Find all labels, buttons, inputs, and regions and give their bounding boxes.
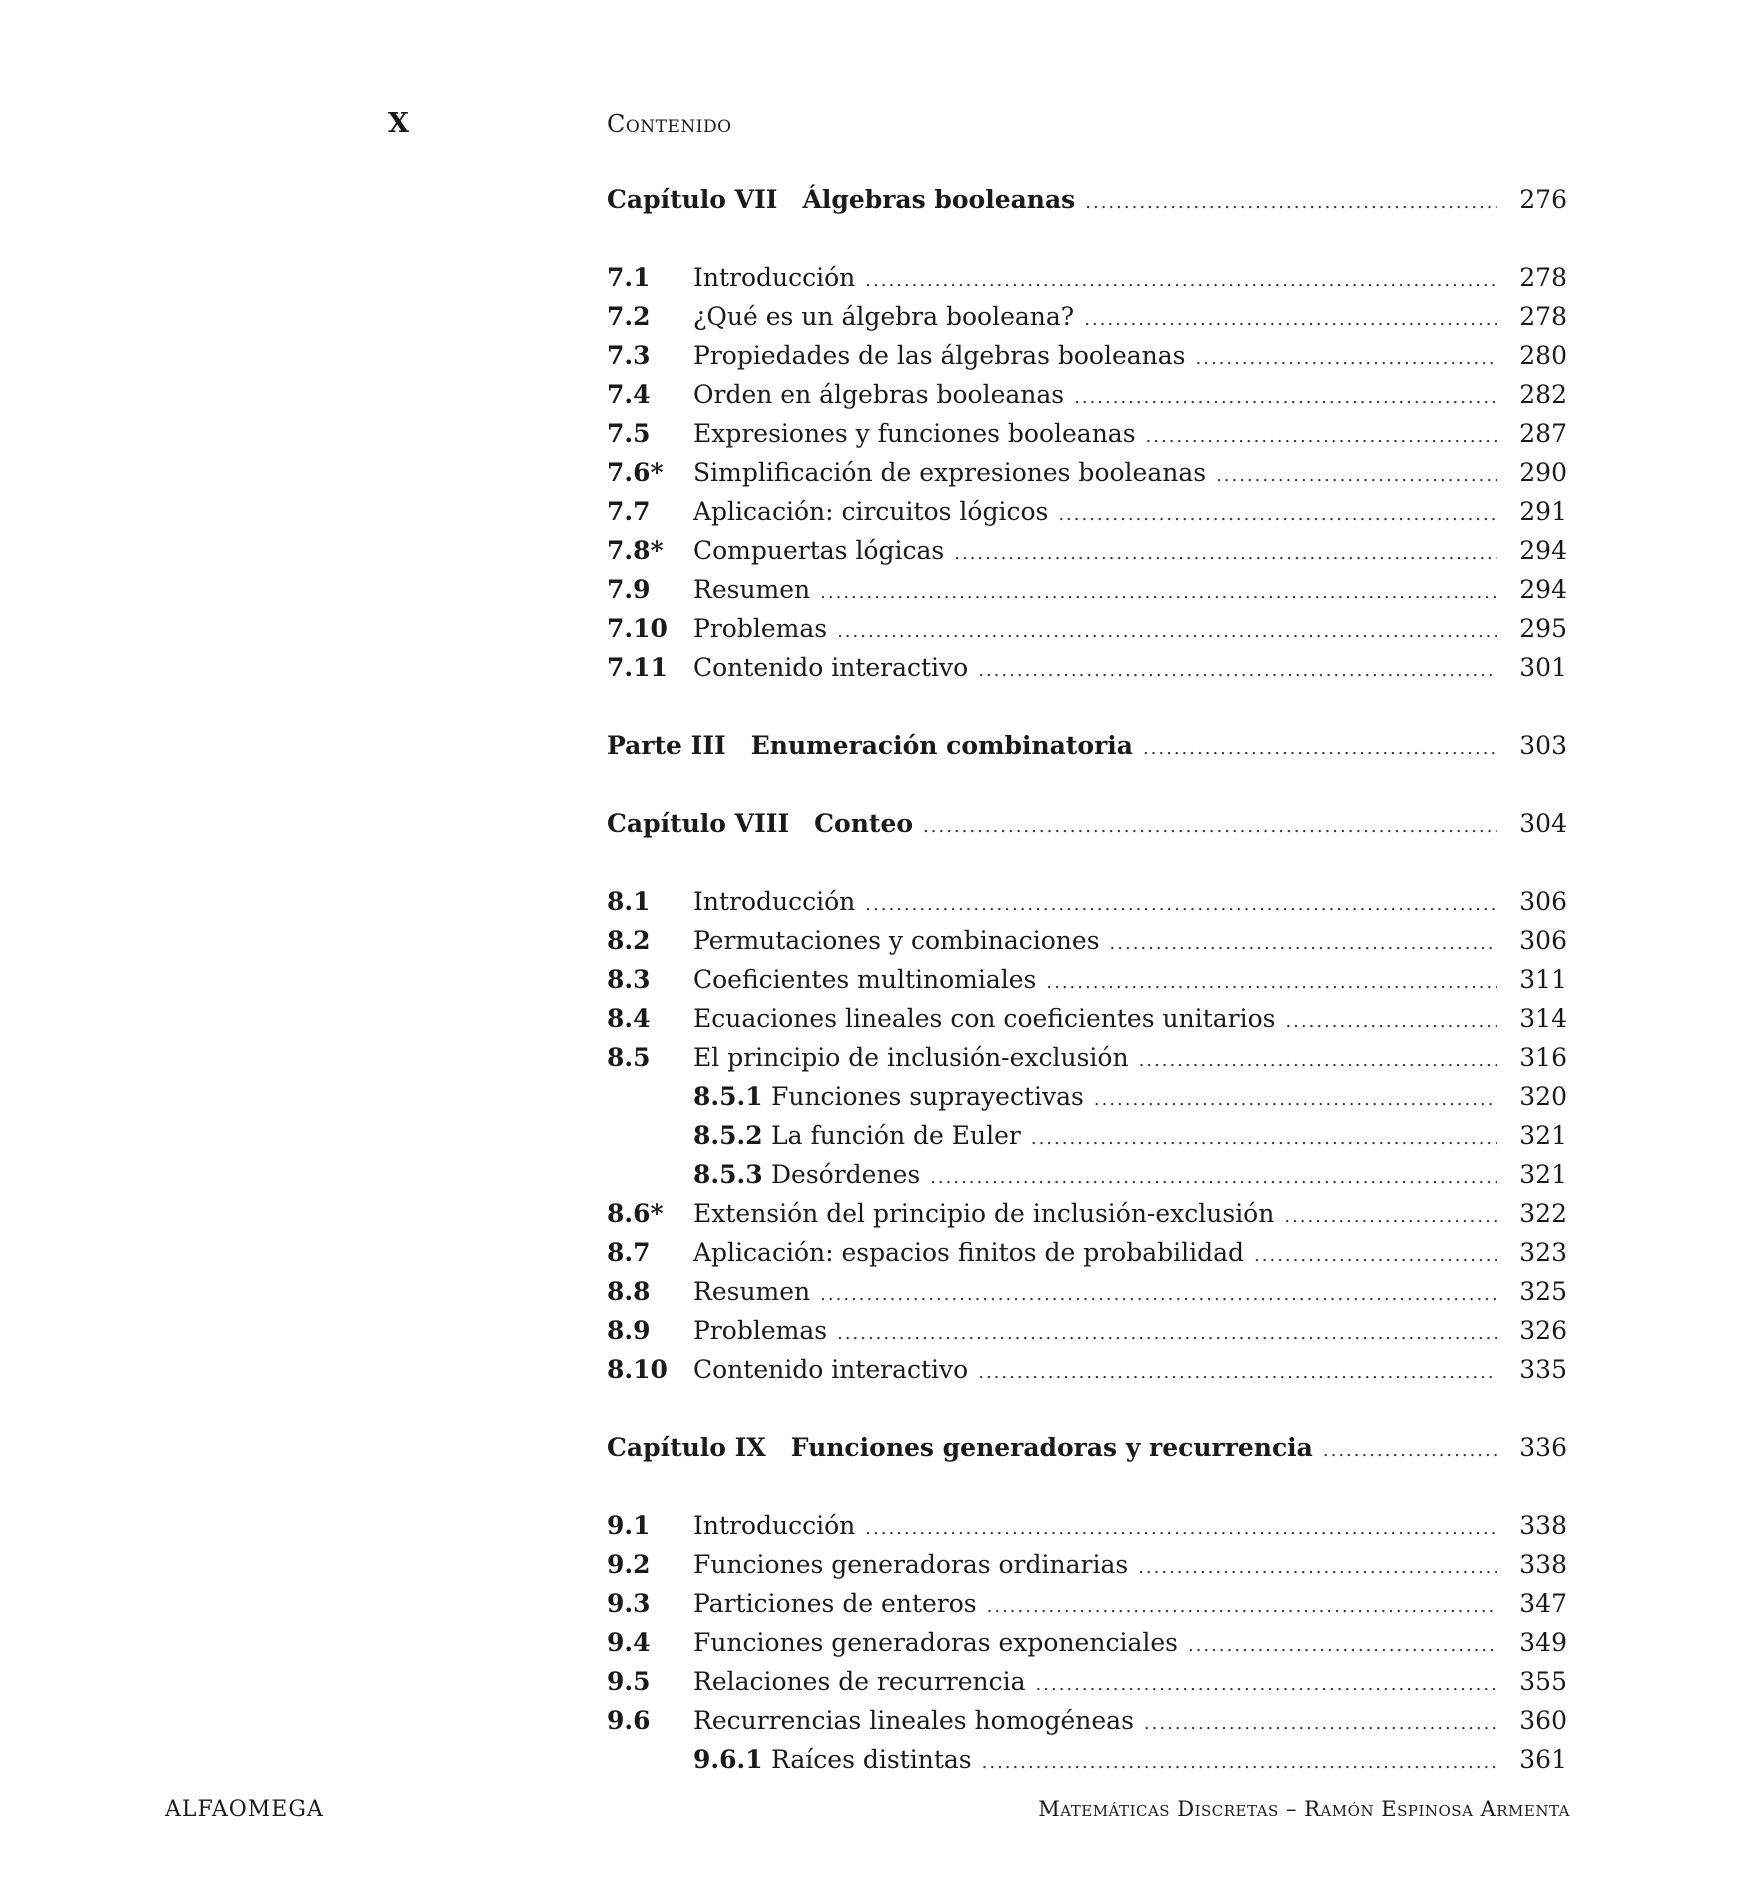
toc-entry-9-5 (607, 1662, 1567, 1702)
subsection-heading (693, 1740, 972, 1780)
section-number: 9.4 (607, 1628, 651, 1657)
subsection-number: 8.5.1 (693, 1082, 763, 1111)
leader-dots (1110, 924, 1497, 964)
toc-chapter-9 (607, 1428, 1567, 1468)
toc-entry-7-7 (607, 492, 1567, 532)
page-ref: 325 (1519, 1277, 1567, 1306)
chapter-label: Capítulo VII (607, 185, 778, 214)
toc-entry-7-2 (607, 297, 1567, 337)
section-number: 9.5 (607, 1667, 651, 1696)
subsection-number: 9.6.1 (693, 1745, 763, 1774)
section-number: 7.1 (607, 263, 651, 292)
subsection-title: Desórdenes (771, 1160, 921, 1189)
footer-book-title: Matemáticas Discretas – Ramón Espinosa Armenta (1038, 1797, 1570, 1821)
toc-entry-8-5-1 (607, 1077, 1567, 1117)
page-ref: 338 (1519, 1511, 1567, 1540)
section-number: 7.2 (607, 302, 651, 331)
section-title: Problemas (693, 614, 828, 643)
section-title: Introducción (693, 887, 856, 916)
toc-entry-9-1 (607, 1506, 1567, 1546)
toc-entry-7-4 (607, 375, 1567, 415)
section-title: Resumen (693, 575, 811, 604)
section-number: 8.4 (607, 1004, 651, 1033)
page-ref: 347 (1519, 1589, 1567, 1618)
section-number: 9.2 (607, 1550, 651, 1579)
toc-entry-8-10 (607, 1350, 1567, 1390)
section-number: 7.4 (607, 380, 651, 409)
page-ref: 276 (1519, 185, 1567, 214)
page-ref: 326 (1519, 1316, 1567, 1345)
toc-entry-8-1 (607, 882, 1567, 922)
section-number: 9.3 (607, 1589, 651, 1618)
page-ref: 321 (1519, 1121, 1567, 1150)
leader-dots (1058, 495, 1497, 535)
leader-dots (1188, 1626, 1497, 1666)
part-title: Enumeración combinatoria (750, 731, 1133, 760)
toc-part-3 (607, 726, 1567, 766)
page-ref: 322 (1519, 1199, 1567, 1228)
page-ref: 361 (1519, 1745, 1567, 1774)
section-number: 9.1 (607, 1511, 651, 1540)
section-title: Compuertas lógicas (693, 536, 945, 565)
leader-dots (1084, 300, 1497, 340)
section-title: Orden en álgebras booleanas (693, 380, 1065, 409)
section-title: Funciones generadoras ordinarias (693, 1550, 1129, 1579)
section-number: 7.3 (607, 341, 651, 370)
section-number: 7.10 (607, 614, 668, 643)
toc-entry-9-2 (607, 1545, 1567, 1585)
page-ref: 278 (1519, 263, 1567, 292)
section-title: Relaciones de recurrencia (693, 1667, 1026, 1696)
chapter-label: Capítulo VIII (607, 809, 790, 838)
page-ref: 282 (1519, 380, 1567, 409)
subsection-title: Funciones suprayectivas (771, 1082, 1084, 1111)
section-number: 8.6* (607, 1199, 664, 1228)
section-title: El principio de inclusión-exclusión (693, 1043, 1129, 1072)
page-ref: 311 (1519, 965, 1567, 994)
toc-entry-7-6 (607, 453, 1567, 493)
leader-dots (978, 1353, 1497, 1393)
leader-dots (837, 612, 1497, 652)
page-ref: 301 (1519, 653, 1567, 682)
page-ref: 349 (1519, 1628, 1567, 1657)
toc-entry-8-2 (607, 921, 1567, 961)
leader-dots (820, 1275, 1497, 1315)
toc-chapter-7 (607, 180, 1567, 220)
subsection-number: 8.5.3 (693, 1160, 763, 1189)
section-title: Aplicación: circuitos lógicos (693, 497, 1049, 526)
leader-dots (923, 807, 1497, 847)
section-number: 8.5 (607, 1043, 651, 1072)
leader-dots (978, 651, 1497, 691)
subsection-heading (693, 1116, 1021, 1156)
leader-dots (1139, 1041, 1497, 1081)
leader-dots (1143, 729, 1497, 769)
page-ref: 280 (1519, 341, 1567, 370)
leader-dots (865, 1509, 1497, 1549)
page-ref: 294 (1519, 575, 1567, 604)
leader-dots (1323, 1431, 1497, 1471)
toc-entry-7-9 (607, 570, 1567, 610)
section-title: Coeficientes multinomiales (693, 965, 1037, 994)
section-title: Simplificación de expresiones booleanas (693, 458, 1207, 487)
leader-dots (1254, 1236, 1497, 1276)
leader-dots (1285, 1002, 1497, 1042)
leader-dots (930, 1158, 1497, 1198)
leader-dots (1284, 1197, 1497, 1237)
footer-publisher: ALFAOMEGA (165, 1797, 324, 1822)
toc-entry-7-8 (607, 531, 1567, 571)
leader-dots (1085, 183, 1497, 223)
subsection-number: 8.5.2 (693, 1121, 763, 1150)
toc-entry-7-3 (607, 336, 1567, 376)
leader-dots (1094, 1080, 1497, 1120)
section-number: 9.6 (607, 1706, 651, 1735)
page-ref: 306 (1519, 887, 1567, 916)
leader-dots (820, 573, 1497, 613)
leader-dots (1196, 339, 1498, 379)
section-title: Expresiones y funciones booleanas (693, 419, 1136, 448)
page-ref: 278 (1519, 302, 1567, 331)
toc-entry-8-5 (607, 1038, 1567, 1078)
toc-entry-8-5-2 (607, 1116, 1567, 1156)
leader-dots (987, 1587, 1497, 1627)
page-ref: 338 (1519, 1550, 1567, 1579)
leader-dots (1216, 456, 1497, 496)
section-title: Particiones de enteros (693, 1589, 977, 1618)
leader-dots (1046, 963, 1497, 1003)
section-title: Funciones generadoras exponenciales (693, 1628, 1178, 1657)
page-ref: 321 (1519, 1160, 1567, 1189)
toc-entry-9-6-1 (607, 1740, 1567, 1780)
toc-entry-8-5-3 (607, 1155, 1567, 1195)
section-number: 7.9 (607, 575, 651, 604)
chapter-title: Álgebras booleanas (802, 185, 1076, 214)
running-head: Contenido (607, 110, 732, 138)
leader-dots (954, 534, 1497, 574)
leader-dots (865, 885, 1497, 925)
toc-entry-7-11 (607, 648, 1567, 688)
page-ref: 306 (1519, 926, 1567, 955)
page-ref: 314 (1519, 1004, 1567, 1033)
subsection-heading (693, 1077, 1084, 1117)
page-ref: 295 (1519, 614, 1567, 643)
leader-dots (1144, 1704, 1497, 1744)
page-number: X (388, 108, 409, 139)
toc-chapter-8 (607, 804, 1567, 844)
toc-entry-7-5 (607, 414, 1567, 454)
section-number: 8.3 (607, 965, 651, 994)
page-ref: 336 (1519, 1433, 1567, 1462)
section-title: Extensión del principio de inclusión-exclusión (693, 1199, 1275, 1228)
page-ref: 303 (1519, 731, 1567, 760)
page-ref: 304 (1519, 809, 1567, 838)
section-title: Resumen (693, 1277, 811, 1306)
toc-entry-7-10 (607, 609, 1567, 649)
section-number: 7.8* (607, 536, 664, 565)
chapter-title: Conteo (814, 809, 914, 838)
leader-dots (865, 261, 1497, 301)
part-label: Parte III (607, 731, 726, 760)
section-number: 8.1 (607, 887, 651, 916)
toc-entry-8-6 (607, 1194, 1567, 1234)
toc-entry-8-9 (607, 1311, 1567, 1351)
page-ref: 316 (1519, 1043, 1567, 1072)
section-number: 8.2 (607, 926, 651, 955)
section-title: Recurrencias lineales homogéneas (693, 1706, 1134, 1735)
page-ref: 320 (1519, 1082, 1567, 1111)
section-number: 8.7 (607, 1238, 651, 1267)
page-ref: 290 (1519, 458, 1567, 487)
toc-entry-9-4 (607, 1623, 1567, 1663)
subsection-title: La función de Euler (771, 1121, 1021, 1150)
leader-dots (1146, 417, 1497, 457)
toc-entry-8-8 (607, 1272, 1567, 1312)
section-number: 7.11 (607, 653, 668, 682)
toc-entry-9-6 (607, 1701, 1567, 1741)
leader-dots (982, 1743, 1497, 1783)
page-ref: 287 (1519, 419, 1567, 448)
section-title: Permutaciones y combinaciones (693, 926, 1100, 955)
section-number: 8.10 (607, 1355, 668, 1384)
leader-dots (837, 1314, 1497, 1354)
section-number: 8.8 (607, 1277, 651, 1306)
page-ref: 360 (1519, 1706, 1567, 1735)
toc-entry-8-3 (607, 960, 1567, 1000)
toc-entry-8-4 (607, 999, 1567, 1039)
subsection-heading (693, 1155, 920, 1195)
subsection-title: Raíces distintas (771, 1745, 972, 1774)
section-number: 8.9 (607, 1316, 651, 1345)
section-title: Ecuaciones lineales con coeficientes unitarios (693, 1004, 1276, 1033)
page-ref: 294 (1519, 536, 1567, 565)
leader-dots (1074, 378, 1497, 418)
toc-entry-9-3 (607, 1584, 1567, 1624)
section-number: 7.7 (607, 497, 651, 526)
page-ref: 323 (1519, 1238, 1567, 1267)
section-number: 7.5 (607, 419, 651, 448)
section-number: 7.6* (607, 458, 664, 487)
section-title: Introducción (693, 263, 856, 292)
leader-dots (1138, 1548, 1497, 1588)
leader-dots (1031, 1119, 1497, 1159)
section-title: ¿Qué es un álgebra booleana? (693, 302, 1075, 331)
toc-entry-8-7 (607, 1233, 1567, 1273)
toc-entry-7-1 (607, 258, 1567, 298)
page-ref: 355 (1519, 1667, 1567, 1696)
section-title: Aplicación: espacios finitos de probabilidad (693, 1238, 1245, 1267)
section-title: Introducción (693, 1511, 856, 1540)
page-ref: 335 (1519, 1355, 1567, 1384)
section-title: Contenido interactivo (693, 653, 969, 682)
chapter-title: Funciones generadoras y recurrencia (790, 1433, 1313, 1462)
section-title: Problemas (693, 1316, 828, 1345)
section-title: Propiedades de las álgebras booleanas (693, 341, 1186, 370)
section-title: Contenido interactivo (693, 1355, 969, 1384)
page-ref: 291 (1519, 497, 1567, 526)
leader-dots (1036, 1665, 1497, 1705)
chapter-label: Capítulo IX (607, 1433, 766, 1462)
